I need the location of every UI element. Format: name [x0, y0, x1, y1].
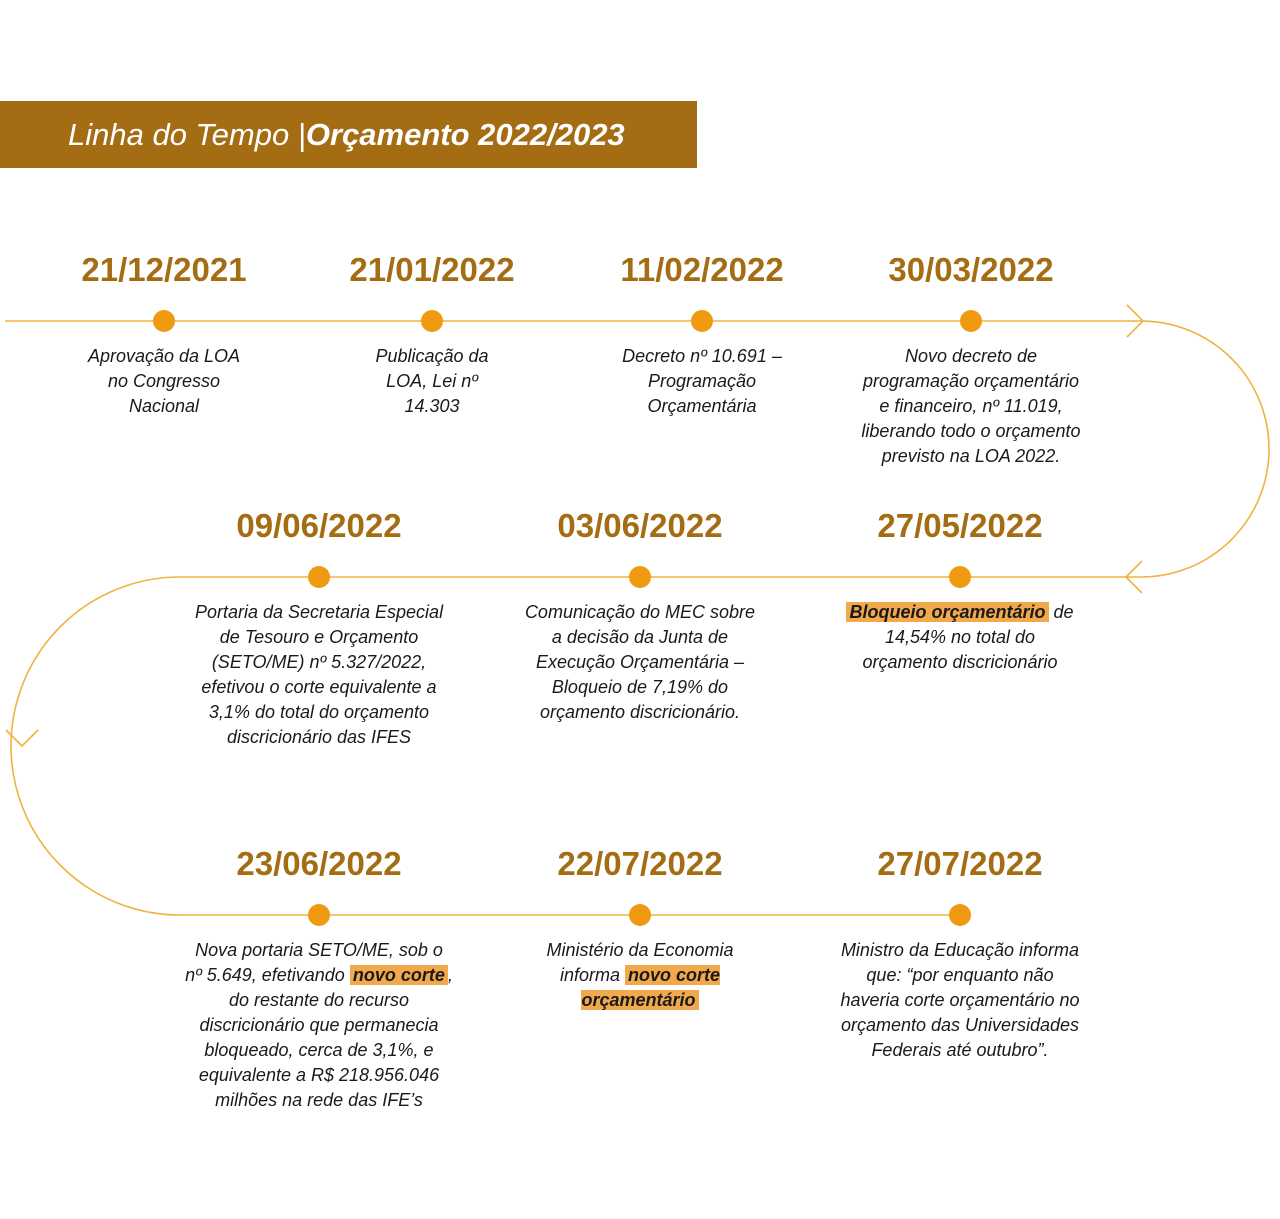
event-description: [567, 344, 837, 419]
event-description: [184, 600, 454, 750]
timeline-event: [297, 251, 567, 511]
event-date: 27/07/2022: [877, 845, 1043, 882]
description-text: Ministério da Economia informa: [546, 940, 734, 985]
event-date: 21/01/2022: [349, 251, 515, 288]
event-date: 21/12/2021: [81, 251, 247, 288]
timeline-dot: [153, 310, 175, 332]
timeline-event: [505, 845, 775, 1105]
event-date: 22/07/2022: [557, 845, 723, 882]
event-date: 23/06/2022: [236, 845, 402, 882]
event-date: 09/06/2022: [236, 507, 402, 544]
timeline-event: [184, 845, 454, 1110]
description-text: de 14,54% no total do orçamento discricionário: [862, 602, 1074, 672]
timeline-event: [505, 507, 775, 767]
highlight-text: novo corte orçamentário: [581, 965, 721, 1010]
event-description: [297, 344, 567, 419]
event-description: [825, 600, 1095, 675]
timeline-dot: [629, 904, 651, 926]
event-date: 03/06/2022: [557, 507, 723, 544]
description-text: Publicação da LOA, Lei nº 14.303: [375, 346, 489, 416]
timeline-dot: [629, 566, 651, 588]
description-text: Ministro da Educação informa que: “por enquanto não haveria corte orçamentário no orçamento das Universidades Federais até outubro”.: [840, 940, 1080, 1060]
timeline-dot: [691, 310, 713, 332]
event-date: 11/02/2022: [620, 251, 784, 288]
timeline-dot: [960, 310, 982, 332]
highlight-text: novo corte: [350, 965, 448, 985]
event-description: [505, 938, 775, 1013]
description-text: Decreto nº 10.691 – Programação Orçamentária: [622, 346, 782, 416]
timeline-event: [825, 507, 1095, 767]
timeline-event: [825, 845, 1095, 1105]
description-text: , do restante do recurso discricionário que permanecia bloqueado, cerca de 3,1%, e equivalente a R$ 218.956.046 milhões na rede das IFE’s: [198, 965, 453, 1110]
event-description: [825, 938, 1095, 1063]
timeline-dot: [949, 904, 971, 926]
description-text: Novo decreto de programação orçamentário e financeiro, nº 11.019, liberando todo o orçamento previsto na LOA 2022.: [861, 346, 1081, 466]
event-description: [505, 600, 775, 725]
event-description: [29, 344, 299, 419]
description-text: Comunicação do MEC sobre a decisão da Junta de Execução Orçamentária – Bloqueio de 7,19% do orçamento discricionário.: [524, 602, 756, 722]
title-light: Linha do Tempo |: [68, 116, 306, 152]
timeline-dot: [421, 310, 443, 332]
event-date: 27/05/2022: [877, 507, 1043, 544]
event-description: [836, 344, 1106, 469]
description-text: Nova portaria SETO/ME, sob o nº 5.649, efetivando: [185, 940, 443, 985]
timeline-event: [184, 507, 454, 767]
timeline-event: [567, 251, 837, 511]
highlight-text: Bloqueio orçamentário: [846, 602, 1048, 622]
description-text: Aprovação da LOA no Congresso Nacional: [87, 346, 241, 416]
title-bold: Orçamento 2022/2023: [305, 116, 625, 152]
event-description: [184, 938, 454, 1113]
description-text: Portaria da Secretaria Especial de Tesouro e Orçamento (SETO/ME) nº 5.327/2022, efetivou o corte equivalente a 3,1% do total do orçamento discricionário das IFES: [194, 602, 444, 747]
timeline-dot: [949, 566, 971, 588]
timeline-dot: [308, 566, 330, 588]
event-date: 30/03/2022: [888, 251, 1054, 288]
timeline-dot: [308, 904, 330, 926]
timeline-event: [836, 251, 1106, 511]
timeline-event: [29, 251, 299, 511]
